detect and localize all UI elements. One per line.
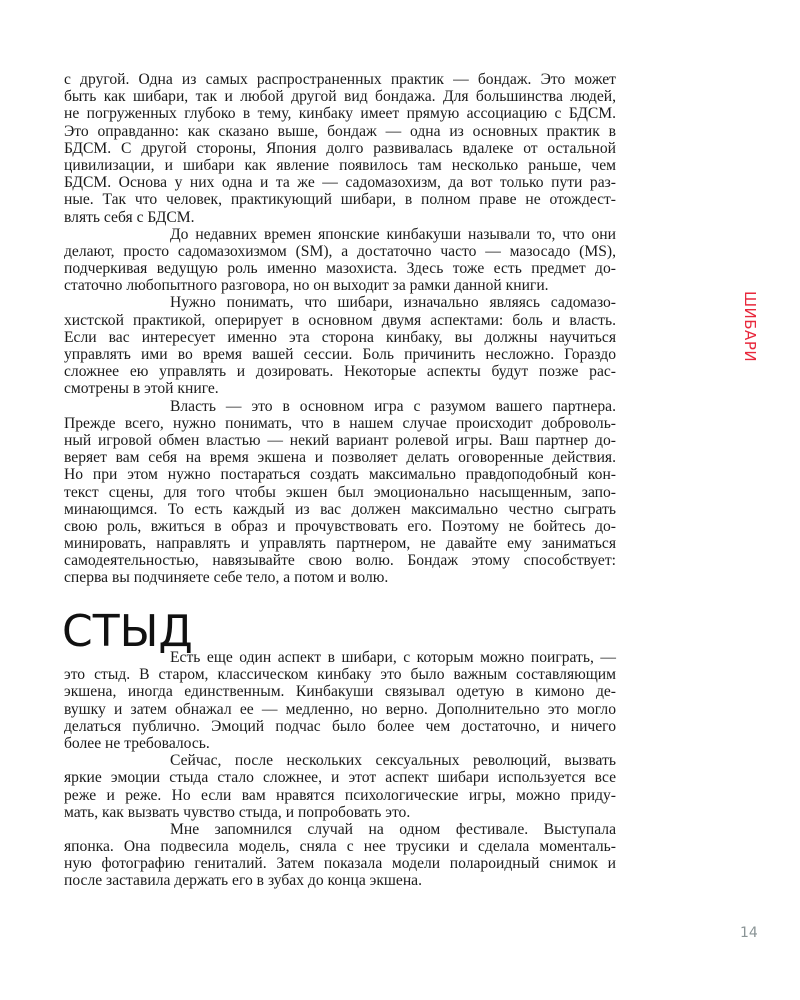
text-line: Если вас интересует именно эта сторона кинбаку, вы должны научиться bbox=[64, 328, 616, 346]
text-line: экшена, иногда единственным. Кинбакуши связывал одетую в кимоно де- bbox=[64, 683, 616, 701]
text-line: влять себя с БДСМ. bbox=[64, 208, 195, 226]
body-text-top bbox=[64, 71, 616, 587]
text-line: японка. Она подвесила модель, сняла с нее трусики и сделала моменталь- bbox=[64, 838, 616, 856]
text-line: До недавних времен японские кинбакуши называли то, что они bbox=[170, 225, 616, 243]
text-line: веряет вам себя на время экшена и позволяет делать оговоренные действия. bbox=[64, 449, 616, 467]
paragraph bbox=[64, 649, 616, 752]
text-line: Сейчас, после нескольких сексуальных революций, вызвать bbox=[170, 752, 616, 770]
text-line: Это оправданно: как сказано выше, бондаж — одна из основных практик в bbox=[64, 122, 616, 140]
text-line: более не требовалось. bbox=[64, 734, 210, 752]
text-line: статочно любопытного разговора, но он выходит за рамки данной книги. bbox=[64, 277, 549, 295]
text-line: ные. Так что человек, практикующий шибари, в полном праве не отождест- bbox=[64, 191, 616, 209]
page-number: 14 bbox=[740, 925, 758, 941]
text-line: смотрены в этой книге. bbox=[64, 380, 219, 398]
body-text-shame-section bbox=[64, 649, 616, 890]
text-line: это стыд. В старом, классическом кинбаку это было важным составляющим bbox=[64, 666, 616, 684]
text-line: подчеркивая ведущую роль именно мазохиста. Здесь тоже есть предмет до- bbox=[64, 260, 616, 278]
text-line: Прежде всего, нужно понимать, что в нашем случае происходит доброволь- bbox=[64, 414, 616, 432]
text-line: Нужно понимать, что шибари, изначально являясь садомазо- bbox=[170, 294, 616, 312]
text-line: минировать, направлять и управлять партнером, не давайте ему заниматься bbox=[64, 535, 616, 553]
text-line: не погруженных глубоко в тему, кинбаку имеет прямую ассоциацию с БДСМ. bbox=[64, 105, 616, 123]
text-line: Мне запомнился случай на одном фестивале. Выступала bbox=[170, 820, 616, 838]
text-line: делают, просто садомазохизмом (SM), а достаточно часто — мазосадо (MS), bbox=[64, 242, 616, 260]
text-line: ный игровой обмен властью — некий вариант ролевой игры. Ваш партнер до- bbox=[64, 431, 616, 449]
text-line: делаться публично. Эмоций подчас было более чем достаточно, и ничего bbox=[64, 717, 616, 735]
paragraph bbox=[64, 226, 616, 295]
text-line: текст сцены, для того чтобы экшен был эмоционально насыщенным, запо- bbox=[64, 483, 616, 501]
text-line: минающимся. То есть каждый из вас должен максимально честно сыграть bbox=[64, 500, 616, 518]
chapter-side-label: ШИБАРИ bbox=[741, 291, 759, 363]
text-line: быть как шибари, так и любой другой вид бондажа. Для большинства людей, bbox=[64, 88, 616, 106]
paragraph bbox=[64, 294, 616, 397]
paragraph bbox=[64, 752, 616, 821]
text-line: Власть — это в основном игра с разумом вашего партнера. bbox=[170, 397, 616, 415]
paragraph bbox=[64, 398, 616, 587]
text-line: цивилизации, и шибари как явление появилось там несколько раньше, чем bbox=[64, 156, 616, 174]
text-line: Но при этом нужно постараться создать максимально правдоподобный кон- bbox=[64, 466, 616, 484]
text-line: после заставила держать его в зубах до конца экшена. bbox=[64, 872, 423, 890]
paragraph bbox=[64, 821, 616, 890]
text-line: мать, как вызвать чувство стыда, и попробовать это. bbox=[64, 803, 411, 821]
paragraph bbox=[64, 71, 616, 226]
text-line: вушку и затем обнажал ее — медленно, но верно. Дополнительно это могло bbox=[64, 700, 616, 718]
text-line: сложнее ею управлять и дозировать. Некоторые аспекты будут позже рас- bbox=[64, 363, 616, 381]
text-line: хистской практикой, оперирует в основном двумя аспектами: боль и власть. bbox=[64, 311, 616, 329]
section-heading: СТЫД bbox=[62, 606, 193, 657]
text-line: яркие эмоции стыда стало сложнее, и этот аспект шибари используется все bbox=[64, 769, 616, 787]
text-line: с другой. Одна из самых распространенных практик — бондаж. Это может bbox=[64, 71, 616, 88]
text-line: БДСМ. Основа у них одна и та же — садомазохизм, да вот только пути раз- bbox=[64, 174, 616, 192]
text-line: реже и реже. Но если вам нравятся психологические игры, можно приду- bbox=[64, 786, 616, 804]
text-line: сперва вы подчиняете себе тело, а потом и волю. bbox=[64, 569, 389, 587]
text-line: управлять ими во время вашей сессии. Боль причинить несложно. Гораздо bbox=[64, 346, 616, 363]
text-line: самодеятельностью, навязывайте свою волю. Бондаж этому способствует: bbox=[64, 552, 616, 570]
text-line: БДСМ. С другой стороны, Япония долго развивалась вдалеке от остальной bbox=[64, 139, 616, 157]
text-line: свою роль, вжиться в образ и прочувствовать его. Поэтому не бойтесь до- bbox=[64, 517, 616, 535]
text-line: Есть еще один аспект в шибари, с которым можно поиграть, — bbox=[170, 649, 616, 666]
text-line: ную фотографию гениталий. Затем показала модели полароидный снимок и bbox=[64, 855, 616, 873]
